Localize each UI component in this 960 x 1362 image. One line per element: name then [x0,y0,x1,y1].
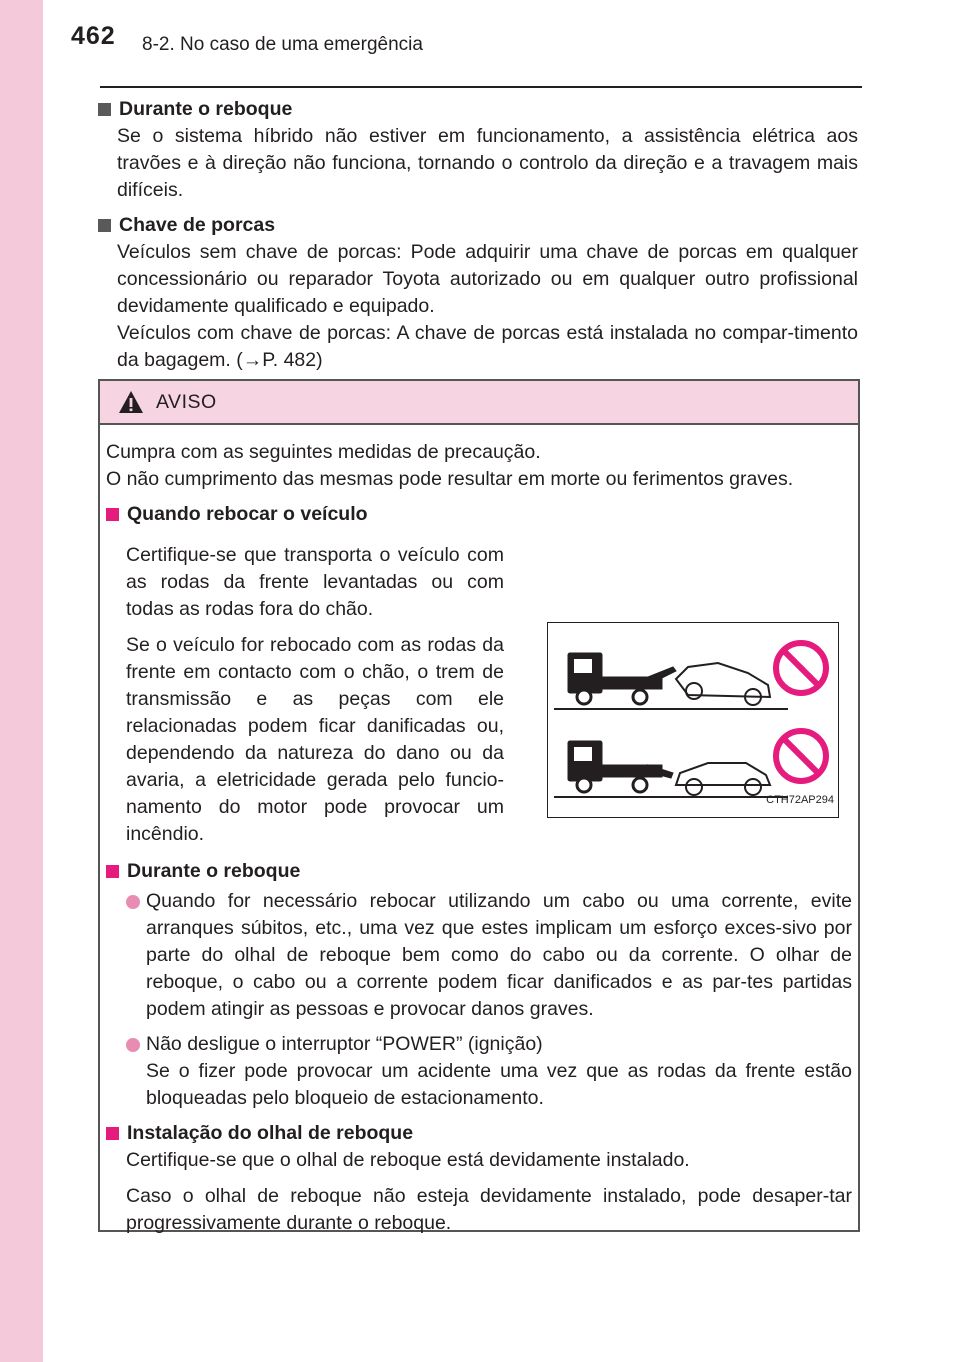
towed-car-ground [676,763,770,795]
bullet-line: Se o fizer pode provocar um acidente uma vez que as rodas da frente estão bloqueadas pelo bloqueio de estacionamento. [146,1060,852,1109]
warning-intro: Cumpra com as seguintes medidas de precaução. [106,441,541,463]
warning-header [100,381,858,425]
prohibition-icon-top [776,643,826,693]
main-content [98,96,858,382]
header-rule [100,86,862,88]
side-color-strip [0,0,43,1362]
paragraph: Se o sistema híbrido não estiver em funcionamento, a assistência elétrica aos travões e à direção não funciona, tornando o controlo da direção e a travagem mais difíceis. [117,125,858,201]
section-towing [98,96,858,204]
warning-intro: O não cumprimento das mesmas pode resultar em morte ou ferimentos graves. [106,468,794,490]
figure-label: CTH72AP294 [766,794,834,806]
section-wrench [98,212,858,374]
towed-car-lifted [676,663,770,705]
bullet-line: Não desligue o interruptor “POWER” (ignição) [146,1033,543,1055]
square-bullet-icon [106,508,119,521]
bullet-dot-icon [126,895,140,909]
section-heading: Chave de porcas [98,212,858,239]
paragraph: Certifique-se que transporta o veículo com as rodas da frente levantadas ou com todas as rodas fora do chão. [126,544,504,620]
bullet-dot-icon [126,1038,140,1052]
page-number: 462 [71,22,116,50]
tow-truck-top [568,653,676,704]
warning-heading-towing: Quando rebocar o veículo [106,501,852,528]
section-heading: Durante o reboque [98,96,858,123]
paragraph: Veículos sem chave de porcas: Pode adquirir uma chave de porcas em qualquer concessionário ou reparador Toyota autorizado ou em qualquer outro profissional devidamente qualificado e equipado. [117,241,858,317]
bullet-item [106,1031,852,1112]
towing-illustration [547,622,839,818]
section-title: 8-2. No caso de uma emergência [142,34,423,55]
paragraph: Certifique-se que o olhal de reboque está devidamente instalado. [126,1149,690,1171]
warning-title: AVISO [156,390,217,413]
prohibition-icon-bottom [776,731,826,781]
square-bullet-icon [106,865,119,878]
warning-box [98,379,860,1232]
warning-heading-install: Instalação do olhal de reboque [106,1120,852,1147]
paragraph: Veículos com chave de porcas: A chave de porcas está instalada no compar-timento da bagagem. (→P. 482) [117,322,858,371]
paragraph: Caso o olhal de reboque não esteja devidamente instalado, pode desaper-tar progressivamente durante o reboque. [126,1185,852,1234]
square-bullet-icon [98,219,111,232]
paragraph: Se o veículo for rebocado com as rodas da frente em contacto com o chão, o trem de transmissão e as peças com ele relacionadas podem ficar danificadas ou, dependendo da natureza do dano ou da avaria, a eletricidade gerada pelo funcio-namento do motor pode provocar um incêndio. [126,634,504,845]
towing-text-column [106,542,504,848]
tow-truck-bottom [568,741,673,792]
square-bullet-icon [98,103,111,116]
warning-triangle-icon [118,390,144,414]
warning-body [100,439,858,1237]
warning-heading-during: Durante o reboque [106,858,852,885]
square-bullet-icon [106,1127,119,1140]
bullet-item: Quando for necessário rebocar utilizando um cabo ou uma corrente, evite arranques súbitos, etc., uma vez que estes implicam um esforço exces-sivo por parte do olhal de reboque bem como do cabo ou da corrente. O olhar de reboque, o cabo ou a corrente podem ficar danificados e as par-tes partidas podem atingir as pessoas e provocar danos graves. [106,888,852,1023]
